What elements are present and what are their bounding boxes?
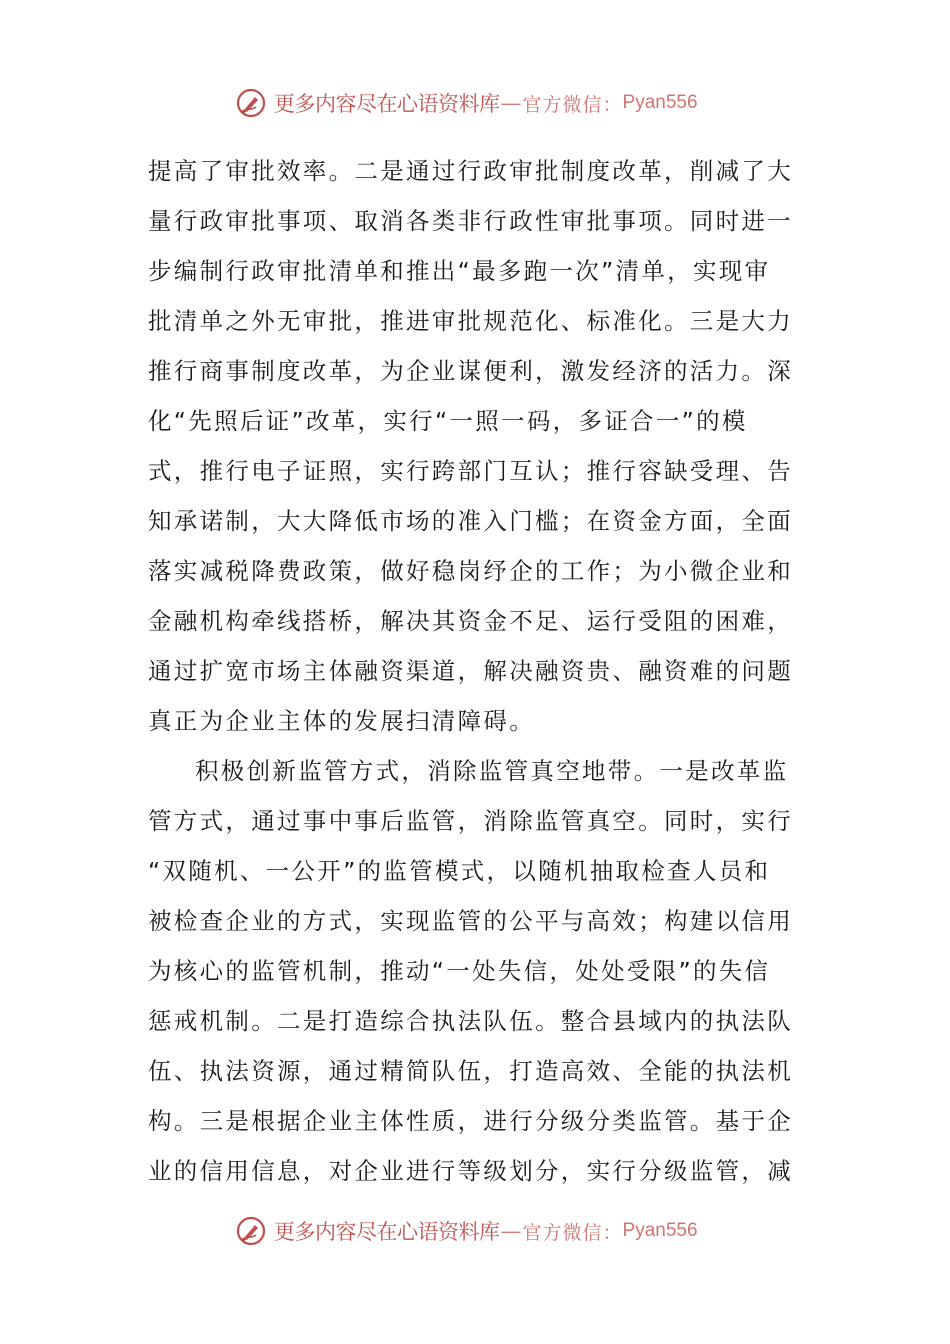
text-line: 知承诺制，大大降低市场的准入门槛；在资金方面，全面 bbox=[148, 507, 793, 535]
text-line: 式，推行电子证照，实行跨部门互认；推行容缺受理、告 bbox=[148, 457, 793, 485]
watermark-wechat-id: Pyan556 bbox=[622, 1220, 698, 1241]
watermark-separator: — bbox=[500, 1219, 522, 1243]
footer-watermark bbox=[236, 1213, 698, 1249]
watermark-separator: — bbox=[500, 91, 522, 115]
text-line: 为核心的监管机制，推动“一处失信，处处受限”的失信 bbox=[148, 957, 771, 985]
watermark-brand: 更多内容尽在心语资料库 bbox=[274, 92, 500, 116]
pen-logo-icon bbox=[236, 1216, 266, 1246]
text-line: 被检查企业的方式，实现监管的公平与高效；构建以信用 bbox=[148, 907, 793, 935]
watermark-brand: 更多内容尽在心语资料库 bbox=[274, 1220, 500, 1244]
text-line: 批清单之外无审批，推进审批规范化、标准化。三是大力 bbox=[148, 307, 793, 335]
text-line: 业的信用信息，对企业进行等级划分，实行分级监管，减 bbox=[148, 1157, 793, 1185]
paragraph-start-line: 积极创新监管方式，消除监管真空地带。一是改革监 bbox=[195, 757, 789, 785]
text-line: 伍、执法资源，通过精简队伍，打造高效、全能的执法机 bbox=[148, 1057, 793, 1085]
text-line: 金融机构牵线搭桥，解决其资金不足、运行受阻的困难， bbox=[148, 607, 793, 635]
text-line: 提高了审批效率。二是通过行政审批制度改革，削减了大 bbox=[148, 157, 793, 185]
text-line: 构。三是根据企业主体性质，进行分级分类监管。基于企 bbox=[148, 1107, 793, 1135]
text-line: 真正为企业主体的发展扫清障碍。 bbox=[148, 707, 535, 735]
text-line: 惩戒机制。二是打造综合执法队伍。整合县域内的执法队 bbox=[148, 1007, 793, 1035]
text-line: 量行政审批事项、取消各类非行政性审批事项。同时进一 bbox=[148, 207, 793, 235]
pen-logo-icon bbox=[236, 88, 266, 118]
header-watermark bbox=[236, 85, 698, 121]
text-line: 管方式，通过事中事后监管，消除监管真空。同时，实行 bbox=[148, 807, 793, 835]
text-line: 步编制行政审批清单和推出“最多跑一次”清单，实现审 bbox=[148, 257, 771, 285]
text-line: “双随机、一公开”的监管模式，以随机抽取检查人员和 bbox=[148, 857, 771, 885]
text-line: 化“先照后证”改革，实行“一照一码，多证合一”的模 bbox=[148, 407, 748, 435]
text-line: 推行商事制度改革，为企业谋便利，激发经济的活力。深 bbox=[148, 357, 793, 385]
watermark-wechat-id: Pyan556 bbox=[622, 92, 698, 113]
text-line: 落实减税降费政策，做好稳岗纾企的工作；为小微企业和 bbox=[148, 557, 793, 585]
body-text bbox=[148, 146, 808, 1196]
watermark-wechat-label: 官方微信： bbox=[522, 1221, 623, 1244]
text-line: 通过扩宽市场主体融资渠道，解决融资贵、融资难的问题 bbox=[148, 657, 793, 685]
watermark-wechat-label: 官方微信： bbox=[522, 93, 623, 116]
